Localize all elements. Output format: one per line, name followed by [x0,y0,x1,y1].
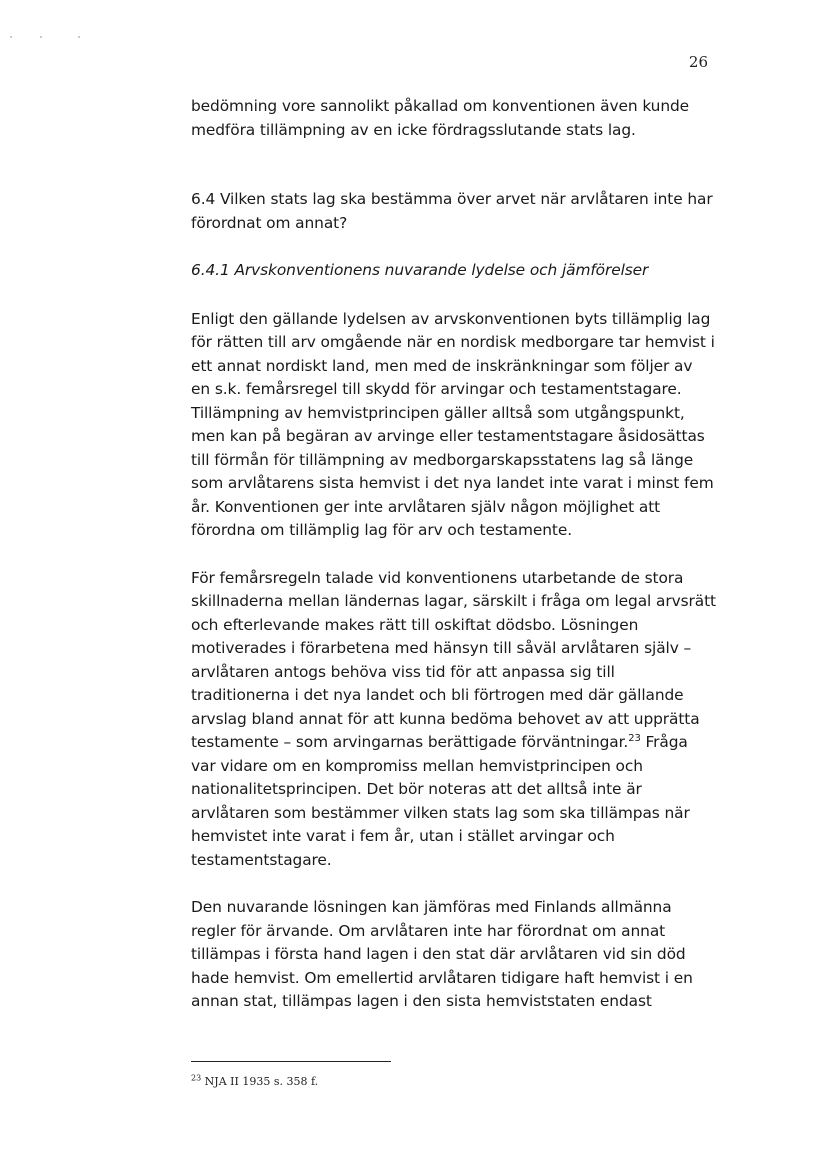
footnote-divider [191,1061,391,1062]
paragraph-3: Den nuvarande lösningen kan jämföras med Finlands allmänna regler för ärvande. Om arvlåtaren inte har förordnat om annat tillämpas i första hand lagen i den stat där arvlåtaren vid sin död hade hemvist. Om emellertid arvlåtaren tidigare haft hemvist i en annan stat, tillämpas lagen i den sista hemviststaten endast [191,898,693,1010]
paragraph-2 [191,567,716,873]
footnote-marker: 23 [191,1073,202,1083]
scan-artifact-dot [78,36,80,38]
paragraph-2-text-after-note: Fråga var vidare om en kompromiss mellan hemvistprincipen och nationalitetsprincipen. Det bör noteras att det alltså inte är arvlåtaren som bestämmer vilken stats lag som ska tillämpas när hemvistet inte varat i fem år, utan i stället arvingar och testamentstagare. [191,733,690,869]
page-number: 26 [688,53,708,71]
footnote [191,1075,318,1088]
paragraph-2-text-before-note: För femårsregeln talade vid konventionens utarbetande de stora skillnaderna mellan ländernas lagar, särskilt i fråga om legal arvsrätt och efterlevande makes rätt till oskiftat dödsbo. Lösningen motiverades i förarbetena med hänsyn till såväl arvlåtaren själv – arvlåtaren antogs behöva viss tid för att anpassa sig till traditionerna i det nya landet och bli förtrogen med där gällande arvslag bland annat för att kunna bedöma behovet av att upprätta testamente – som arvingarnas berättigade förväntningar. [191,568,716,751]
scan-artifact-dot [10,36,12,38]
subsection-heading: 6.4.1 Arvskonventionens nuvarande lydelse och jämförelser [191,261,649,279]
footnote-reference[interactable]: 23 [628,732,641,744]
footnote-text: NJA II 1935 s. 358 f. [201,1075,319,1088]
section-heading: 6.4 Vilken stats lag ska bestämma över arvet när arvlåtaren inte har förordnat om annat? [191,190,713,232]
document-body [191,95,716,1038]
paragraph-1: Enligt den gällande lydelsen av arvskonventionen byts tillämplig lag för rätten till arv omgående när en nordisk medborgare tar hemvist i ett annat nordiskt land, men med de inskränkningar som följer av en s.k. femårsregel till skydd för arvingar och testamentstagare. Tillämpning av hemvistprincipen gäller alltså som utgångspunkt, men kan på begäran av arvinge eller testamentstagare åsidosättas till förmån för tillämpning av medborgarskapsstatens lag så länge som arvlåtarens sista hemvist i det nya landet inte varat i minst fem år. Konventionen ger inte arvlåtaren själv någon möjlighet att förordna om tillämplig lag för arv och testamente. [191,309,715,539]
intro-paragraph: bedömning vore sannolikt påkallad om konventionen även kunde medföra tillämpning av en icke fördragsslutande stats lag. [191,97,690,139]
scan-artifact-dot [40,36,42,38]
